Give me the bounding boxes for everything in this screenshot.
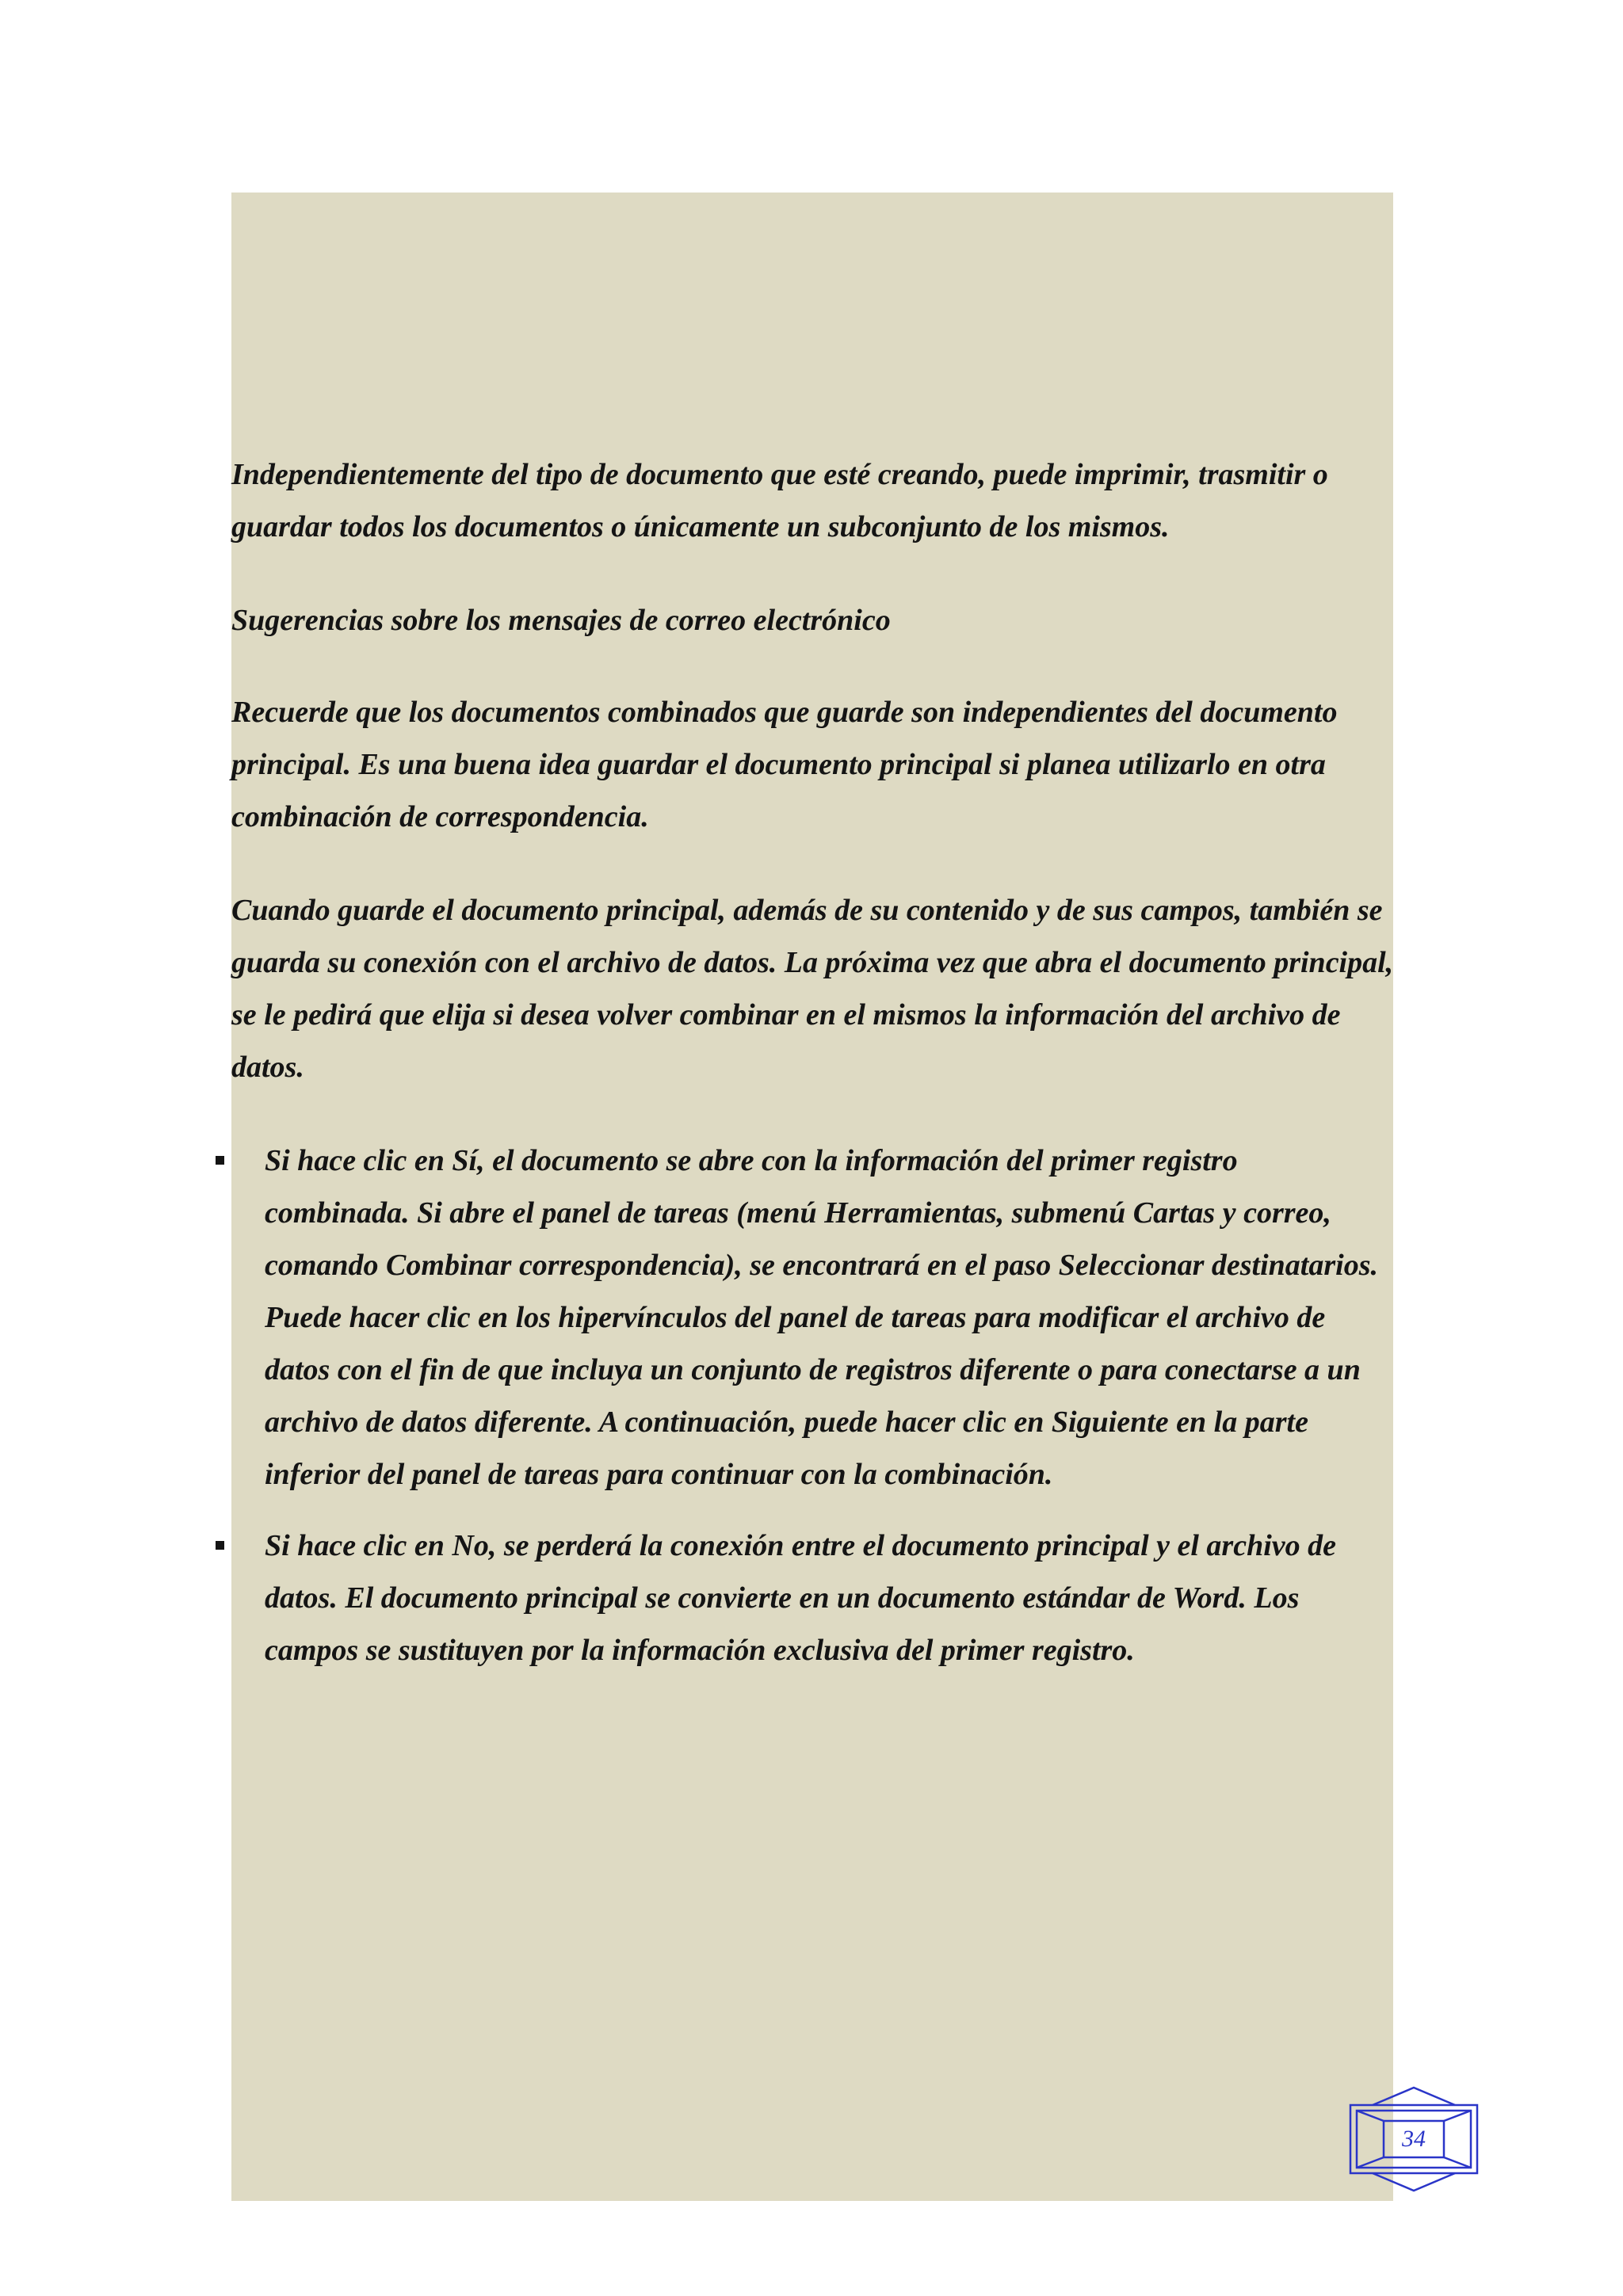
paragraph-connection: Cuando guarde el documento principal, además de su contenido y de sus campos, también se guarda su conexión con el archivo de datos. La próxima vez que abra el documento principal, se le pedirá que elija si desea volver combinar en el mismos la información del archivo de datos. [231, 894, 1394, 1084]
square-bullet-icon [216, 1541, 224, 1550]
bullet-list [216, 1135, 1381, 1676]
paragraph-reminder: Recuerde que los documentos combinados que guarde son independientes del documento principal. Es una buena idea guardar el documento principal si planea utilizarlo en otra combinación de correspondencia. [231, 696, 1338, 833]
bullet-item-no [216, 1520, 1381, 1676]
document-body [231, 448, 1396, 1695]
paragraph-heading: Sugerencias sobre los mensajes de correo electrónico [231, 604, 891, 637]
square-bullet-icon [216, 1156, 224, 1165]
bullet-text-yes: Si hace clic en Sí, el documento se abre con la información del primer registro combinada. Si abre el panel de tareas (menú Herramientas, submenú Cartas y correo, comando Combinar correspondencia), se encontrará en el paso Seleccionar destinatarios. Puede hacer clic en los hipervínculos del panel de tareas para modificar el archivo de datos con el fin de que incluya un conjunto de registros diferente o para conectarse a un archivo de datos diferente. A continuación, puede hacer clic en Siguiente en la parte inferior del panel de tareas para continuar con la combinación. [265, 1144, 1378, 1491]
paragraph-intro: Independientemente del tipo de documento que esté creando, puede imprimir, trasmitir o guardar todos los documentos o únicamente un subconjunto de los mismos. [231, 458, 1328, 543]
bullet-text-no: Si hace clic en No, se perderá la conexión entre el documento principal y el archivo de datos. El documento principal se convierte en un documento estándar de Word. Los campos se sustituyen por la información exclusiva del primer registro. [265, 1529, 1337, 1667]
bullet-item-yes [216, 1135, 1381, 1501]
page-number-badge [1349, 2086, 1479, 2192]
page-number: 34 [1402, 2126, 1426, 2152]
